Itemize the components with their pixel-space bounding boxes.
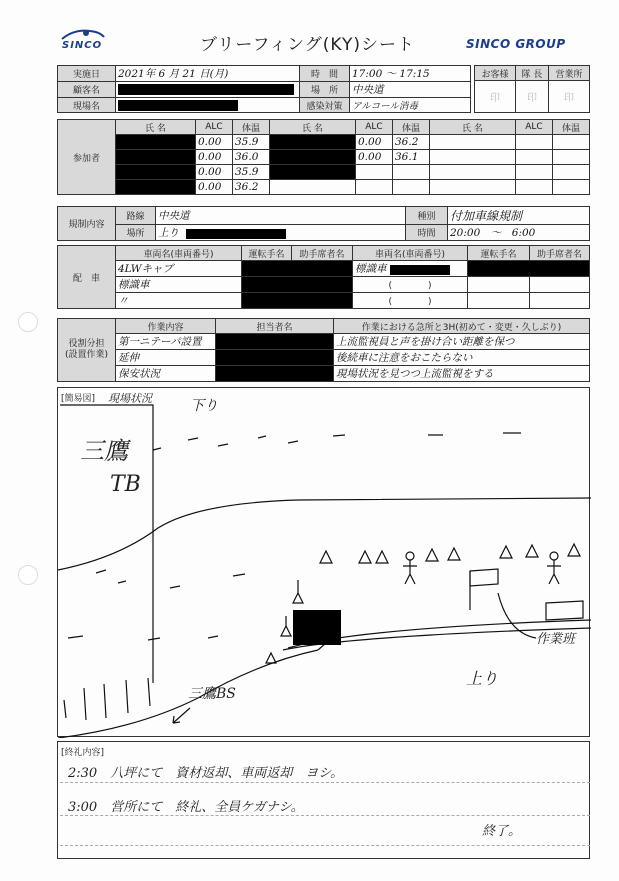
sketch-text-up: 上り <box>466 669 499 688</box>
redacted-name <box>270 150 356 165</box>
place-label: 場所 <box>116 225 156 241</box>
point-value: 現場状況を見つつ上流監視をする <box>334 366 590 382</box>
task-value: 延伸 <box>116 350 216 366</box>
top-info-table <box>57 65 471 113</box>
temp-value: 35.9 <box>233 135 270 150</box>
redacted-assignee <box>216 334 334 350</box>
role-row <box>58 366 590 382</box>
col-name-1: 氏 名 <box>116 120 196 135</box>
col-driver-1: 運転手名 <box>242 246 292 261</box>
participants-label: 参加者 <box>58 120 116 195</box>
redacted-assignee <box>216 366 334 382</box>
vehicle-name-text: 標識車 <box>355 263 387 275</box>
type-label: 種別 <box>406 207 448 225</box>
redacted-name <box>116 135 196 150</box>
role-row <box>58 350 590 366</box>
time-label: 時間 <box>406 225 448 241</box>
role-row <box>58 334 590 350</box>
sketch-text-mitaka: 三鷹 <box>80 437 128 465</box>
vehicle-name <box>353 261 468 277</box>
punch-hole <box>18 312 38 332</box>
time-value: 17:00 〜 17:15 <box>350 66 471 82</box>
logo-right: SINCO GROUP <box>466 37 566 51</box>
regulation-table <box>57 206 590 241</box>
approval-table <box>474 65 590 113</box>
alc-value: 0.00 <box>356 150 393 165</box>
alc-value: 0.00 <box>196 135 233 150</box>
note-line <box>60 845 590 846</box>
route-label: 路線 <box>116 207 156 225</box>
site-value <box>116 98 300 113</box>
col-name-3: 氏 名 <box>430 120 516 135</box>
col-assistant-1: 助手席者名 <box>292 246 353 261</box>
alc-value: 0.00 <box>196 150 233 165</box>
place-value <box>156 225 406 241</box>
stamp-box: 印 <box>475 81 516 113</box>
sketch-label: [簡易図] <box>61 391 95 404</box>
vehicles-label: 配 車 <box>58 246 116 309</box>
sketch-text-bs: 三鷹BS <box>188 686 236 702</box>
place-value-text: 上り <box>158 227 179 239</box>
infection-value: アルコール消毒 <box>350 98 471 113</box>
temp-value: 35.9 <box>233 165 270 180</box>
sketch-text-tb: TB <box>110 472 141 497</box>
participant-row <box>58 165 590 180</box>
page-title: ブリーフィング(KY)シート <box>200 35 415 55</box>
infection-label: 感染対策 <box>300 98 350 113</box>
date-value: 2021年 6 月 21 日(月) <box>116 66 300 82</box>
sketch-text-crew: 作業班 <box>536 632 576 647</box>
site-label: 現場名 <box>58 98 116 113</box>
col-alc-1: ALC <box>196 120 233 135</box>
vehicle-name: ( ) <box>353 293 468 309</box>
closing-line: 3:00 営所にて 終礼、全員ケガナシ。 <box>68 800 304 815</box>
site-sketch-drawing <box>58 388 591 738</box>
client-label: 顧客名 <box>58 82 116 98</box>
redacted-name <box>270 135 356 150</box>
place-label: 場 所 <box>300 82 350 98</box>
redacted-assignee <box>216 350 334 366</box>
redacted-name <box>270 165 356 180</box>
point-value: 後続車に注意をおこたらない <box>334 350 590 366</box>
col-task: 作業内容 <box>116 319 216 334</box>
point-value: 上流監視員と声を掛け合い距離を保つ <box>334 334 590 350</box>
vehicle-row <box>58 277 590 293</box>
punch-hole <box>18 565 38 585</box>
approval-leader-label: 隊 長 <box>515 66 548 81</box>
col-name-2: 氏 名 <box>270 120 356 135</box>
logo-left: SINCO <box>62 40 103 51</box>
regulation-label: 規制内容 <box>58 207 116 241</box>
col-temp-1: 体温 <box>233 120 270 135</box>
col-temp-2: 体温 <box>393 120 430 135</box>
temp-value: 36.2 <box>393 135 430 150</box>
roles-label: 役割分担 (設置作業) <box>58 319 116 382</box>
col-point: 作業における急所と3H(初めて・変更・久しぶり) <box>334 319 590 334</box>
note-line <box>60 815 590 816</box>
alc-value: 0.00 <box>356 135 393 150</box>
alc-value: 0.00 <box>196 180 233 195</box>
participant-row <box>58 180 590 195</box>
note-line <box>60 782 590 783</box>
type-value: 付加車線規制 <box>448 207 590 225</box>
vehicle-name: 〃 <box>116 293 242 309</box>
roles-table <box>57 318 590 382</box>
col-alc-3: ALC <box>516 120 553 135</box>
col-vehicle-1: 車両名(車両番号) <box>116 246 242 261</box>
temp-value: 36.2 <box>233 180 270 195</box>
date-label: 実施日 <box>58 66 116 82</box>
task-value: 第一ニテーパ設置 <box>116 334 216 350</box>
vehicle-name: ( ) <box>353 277 468 293</box>
col-vehicle-2: 車両名(車両番号) <box>353 246 468 261</box>
participant-row <box>58 135 590 150</box>
time-value: 20:00 〜 6:00 <box>448 225 590 241</box>
vehicle-row <box>58 261 590 277</box>
temp-value: 36.0 <box>233 150 270 165</box>
sketch-area <box>57 387 590 737</box>
route-value: 中央道 <box>156 207 406 225</box>
approval-office-label: 営業所 <box>549 66 590 81</box>
redacted-name <box>116 165 196 180</box>
participants-table <box>57 119 590 195</box>
task-value: 保安状況 <box>116 366 216 382</box>
closing-label: [終礼内容] <box>61 745 104 758</box>
vehicle-row <box>58 293 590 309</box>
redacted-driver <box>242 277 353 293</box>
client-value <box>116 82 300 98</box>
redacted-driver <box>242 261 353 277</box>
closing-end: 終了。 <box>482 824 522 839</box>
participant-row <box>58 150 590 165</box>
vehicles-table <box>57 245 590 309</box>
time-label: 時 間 <box>300 66 350 82</box>
temp-value: 36.1 <box>393 150 430 165</box>
col-driver-2: 運転手名 <box>468 246 530 261</box>
stamp-box: 印 <box>549 81 590 113</box>
sketch-text-down: 下り <box>190 398 218 414</box>
vehicle-name: 4LWキャブ <box>116 261 242 277</box>
redacted-name <box>116 180 196 195</box>
redacted-name <box>116 150 196 165</box>
col-alc-2: ALC <box>356 120 393 135</box>
redacted-vehicle <box>293 610 341 645</box>
sinco-logo-icon <box>60 28 106 40</box>
redacted-driver <box>468 261 590 277</box>
approval-customer-label: お客様 <box>475 66 516 81</box>
stamp-box: 印 <box>515 81 548 113</box>
redacted-driver <box>242 293 353 309</box>
sketch-handwritten-label: 現場状況 <box>108 392 152 405</box>
closing-line: 2:30 八坪にて 資材返却、車両返却 ヨシ。 <box>68 766 344 781</box>
col-assignee: 担当者名 <box>216 319 334 334</box>
alc-value: 0.00 <box>196 165 233 180</box>
vehicle-name: 標識車 <box>116 277 242 293</box>
col-assistant-2: 助手席者名 <box>530 246 590 261</box>
place-value: 中央道 <box>350 82 471 98</box>
col-temp-3: 体温 <box>553 120 590 135</box>
